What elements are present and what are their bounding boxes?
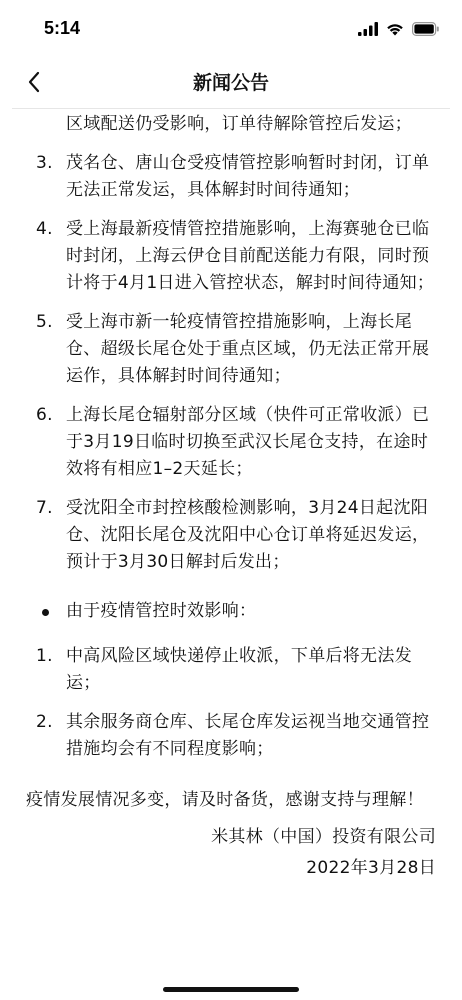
company-signature: 米其林（中国）投资有限公司: [211, 827, 436, 847]
list-item: [0, 639, 462, 705]
bullet-dot: [42, 609, 49, 616]
list-item-number: 3.: [36, 153, 53, 173]
bullet-item: [0, 584, 462, 639]
article-content[interactable]: [0, 106, 462, 986]
list-item-text: 受上海最新疫情管控措施影响，上海赛驰仓已临时封闭，上海云伊仓目前配送能力有限，同时预计将于4月1日进入管控状态，解封时间待通知；: [66, 219, 435, 293]
list-item: [0, 305, 462, 398]
list-item-text: 受上海市新一轮疫情管控措施影响，上海长尾仓、超级长尾仓处于重点区域，仍无法正常开展运作，具体解封时间待通知；: [66, 312, 430, 386]
announcement-date: 2022年3月28日: [306, 858, 436, 878]
list-item-number: 2.: [36, 712, 53, 732]
list-item-continued: [0, 109, 462, 146]
list-item: [0, 705, 462, 771]
list-item-number: 7.: [36, 498, 53, 518]
list-item-text: 中高风险区域快递停止收派，下单后将无法发运；: [66, 646, 412, 693]
list-item: [0, 212, 462, 305]
nav-bar: [0, 56, 462, 106]
list-item-number: 6.: [36, 405, 53, 425]
closing-paragraph: 疫情发展情况多变，请及时备货，感谢支持与理解！: [26, 790, 424, 810]
list-item-number: 4.: [36, 219, 53, 239]
status-icons: [358, 21, 440, 37]
page-title: 新闻公告: [192, 72, 269, 94]
status-bar: [0, 0, 462, 56]
list-item-number: 1.: [36, 646, 53, 666]
list-item-text: 其余服务商仓库、长尾仓库发运视当地交通管控措施均会有不同程度影响；: [66, 712, 430, 759]
list-item: [0, 491, 462, 584]
list-item-text: 区域配送仍受影响，订单待解除管控后发运；: [66, 114, 412, 134]
list-item-number: 5.: [36, 312, 53, 332]
status-time: 5:14: [44, 18, 81, 38]
wifi-icon: [386, 22, 404, 36]
list-item: [0, 146, 462, 212]
battery-icon: [412, 22, 440, 36]
list-item-text: 受沈阳全市封控核酸检测影响，3月24日起沈阳仓、沈阳长尾仓及沈阳中心仓订单将延迟发运，预计于3月30日解封后发出；: [66, 498, 430, 572]
home-indicator[interactable]: [163, 987, 299, 992]
signal-icon: [358, 22, 378, 36]
list-item-text: 茂名仓、唐山仓受疫情管控影响暂时封闭，订单无法正常发运，具体解封时间待通知；: [66, 153, 430, 200]
list-item: [0, 398, 462, 491]
bullet-text: 由于疫情管控时效影响：: [66, 601, 257, 621]
list-item-text: 上海长尾仓辐射部分区域（快件可正常收派）已于3月19日临时切换至武汉长尾仓支持，在途时效将有相应1–2天延长；: [66, 405, 430, 479]
